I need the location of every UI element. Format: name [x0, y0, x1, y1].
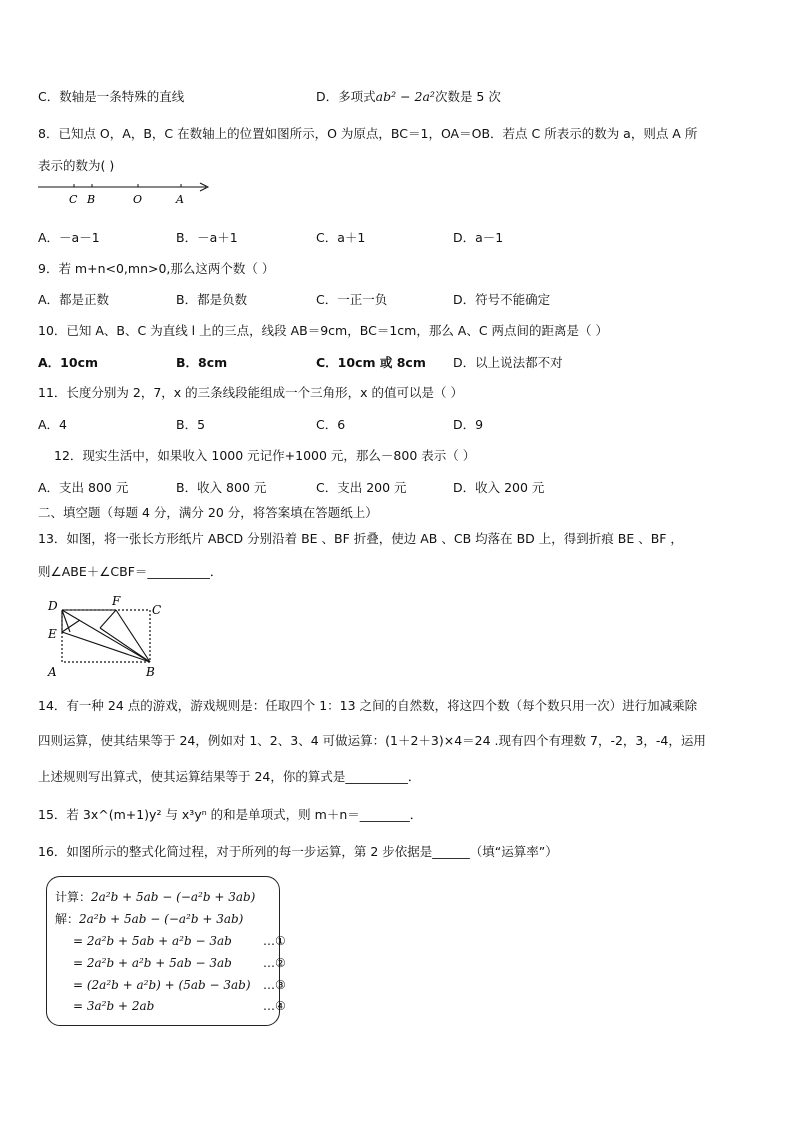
- q9-option-a: A．都是正数: [38, 292, 110, 307]
- q13-label-f: F: [112, 594, 121, 608]
- q16-calc-line: [55, 889, 255, 905]
- q11-option-a: A．4: [38, 417, 68, 432]
- q10-stem: 10．已知 A、B、C 为直线 l 上的三点，线段 AB＝9cm，BC＝1cm，那么 A、C 两点间的距离是（ ）: [38, 323, 609, 338]
- q8-label-b: B: [87, 193, 96, 206]
- q9-stem: 9．若 m+n<0,mn>0,那么这两个数（ ）: [38, 261, 275, 276]
- q11-option-d: D．9: [453, 417, 484, 432]
- q10-option-c: C．10cm 或 8cm: [316, 355, 426, 370]
- q16-stem: 16．如图所示的整式化简过程，对于所列的每一步运算，第 2 步依据是______（填“运算率”）: [38, 844, 558, 859]
- q8-option-d: D．a－1: [453, 230, 504, 245]
- q8-label-o: O: [133, 193, 143, 206]
- q16-step-2-mark: …②: [263, 956, 286, 970]
- q9-option-c: C．一正一负: [316, 292, 388, 307]
- q16-step-4: [73, 998, 286, 1014]
- q8-option-c: C．a＋1: [316, 230, 366, 245]
- q16-step-3: [73, 977, 286, 993]
- q15-stem: 15．若 3x^(m+1)y² 与 x³yⁿ 的和是单项式，则 m＋n＝________．: [38, 807, 423, 822]
- q7-option-d-expression: ab² − 2a²: [375, 89, 435, 104]
- q8-stem-line2: 表示的数为( ): [38, 158, 115, 173]
- q16-step-3-mark: …③: [263, 978, 286, 992]
- q7-option-c: C．数轴是一条特殊的直线: [38, 89, 185, 104]
- q13-label-c: C: [152, 603, 162, 617]
- q8-label-c: C: [69, 193, 78, 206]
- q16-step-1: [73, 933, 286, 949]
- q11-option-b: B．5: [176, 417, 206, 432]
- q8-label-a: A: [176, 193, 184, 206]
- q13-label-d: D: [48, 599, 58, 613]
- q10-option-b: B．8cm: [176, 355, 228, 370]
- q13-label-e: E: [48, 627, 57, 641]
- q13-rectangle-figure: [40, 594, 170, 680]
- q10-option-a: A．10cm: [38, 355, 99, 370]
- q16-step-1-mark: …①: [263, 934, 286, 948]
- q7-option-d: [316, 88, 501, 106]
- q14-stem-line2: 四则运算，使其结果等于 24，例如对 1、2、3、4 可做运算：(1＋2＋3)×4＝24 .现有四个有理数 7，-2，3，-4，运用: [38, 733, 706, 748]
- q8-option-a: A．－a－1: [38, 230, 100, 245]
- q11-option-c: C．6: [316, 417, 346, 432]
- q16-solution-line: [55, 911, 243, 927]
- q16-step-2: [73, 955, 286, 971]
- q16-calculation-box: [46, 876, 286, 1026]
- q8-number-line: [36, 178, 216, 208]
- q16-step-2-expression: = 2a²b + a²b + 5ab − 3ab: [73, 956, 232, 970]
- q12-option-a: A．支出 800 元: [38, 480, 129, 495]
- q9-option-b: B．都是负数: [176, 292, 248, 307]
- q16-step-3-expression: = (2a²b + a²b) + (5ab − 3ab): [73, 978, 251, 992]
- q9-option-d: D．符号不能确定: [453, 292, 551, 307]
- q16-step-1-expression: = 2a²b + 5ab + a²b − 3ab: [73, 934, 232, 948]
- q11-stem: 11．长度分别为 2，7，x 的三条线段能组成一个三角形，x 的值可以是（ ）: [38, 385, 464, 400]
- q10-option-d: D．以上说法都不对: [453, 355, 563, 370]
- q8-stem-line1: 8．已知点 O，A，B，C 在数轴上的位置如图所示，O 为原点，BC＝1，OA＝OB．若点 C 所表示的数为 a，则点 A 所: [38, 126, 698, 141]
- q7-option-d-prefix: D．多项式: [316, 89, 376, 104]
- q13-label-a: A: [48, 665, 57, 679]
- q16-solution-label: 解：: [55, 912, 80, 926]
- q14-stem-line1: 14．有一种 24 点的游戏，游戏规则是：任取四个 1：13 之间的自然数，将这四个数（每个数只用一次）进行加减乘除: [38, 698, 698, 713]
- q16-solution-expression: 2a²b + 5ab − (−a²b + 3ab): [79, 912, 244, 926]
- q13-label-b: B: [146, 665, 155, 679]
- section-title-fill-in: 二、填空题（每题 4 分，满分 20 分，将答案填在答题纸上）: [38, 505, 378, 520]
- q12-option-d: D．收入 200 元: [453, 480, 545, 495]
- q12-option-b: B．收入 800 元: [176, 480, 267, 495]
- q12-stem: 12．现实生活中，如果收入 1000 元记作+1000 元，那么－800 表示（ ）: [54, 448, 476, 463]
- q16-step-4-expression: = 3a²b + 2ab: [73, 999, 155, 1013]
- q16-calc-expression: 2a²b + 5ab − (−a²b + 3ab): [91, 890, 256, 904]
- q13-stem-line1: 13．如图，将一张长方形纸片 ABCD 分别沿着 BE 、BF 折叠，使边 AB 、CB 均落在 BD 上，得到折痕 BE 、BF ，: [38, 531, 683, 546]
- q8-option-b: B．－a＋1: [176, 230, 238, 245]
- q13-stem-line2: 则∠ABE＋∠CBF＝__________．: [38, 564, 223, 579]
- q7-option-d-suffix: 次数是 5 次: [434, 89, 501, 104]
- q14-stem-line3: 上述规则写出算式，使其运算结果等于 24，你的算式是__________．: [38, 769, 421, 784]
- q12-option-c: C．支出 200 元: [316, 480, 407, 495]
- q16-step-4-mark: …④: [263, 999, 286, 1013]
- q16-calc-label: 计算：: [55, 890, 92, 904]
